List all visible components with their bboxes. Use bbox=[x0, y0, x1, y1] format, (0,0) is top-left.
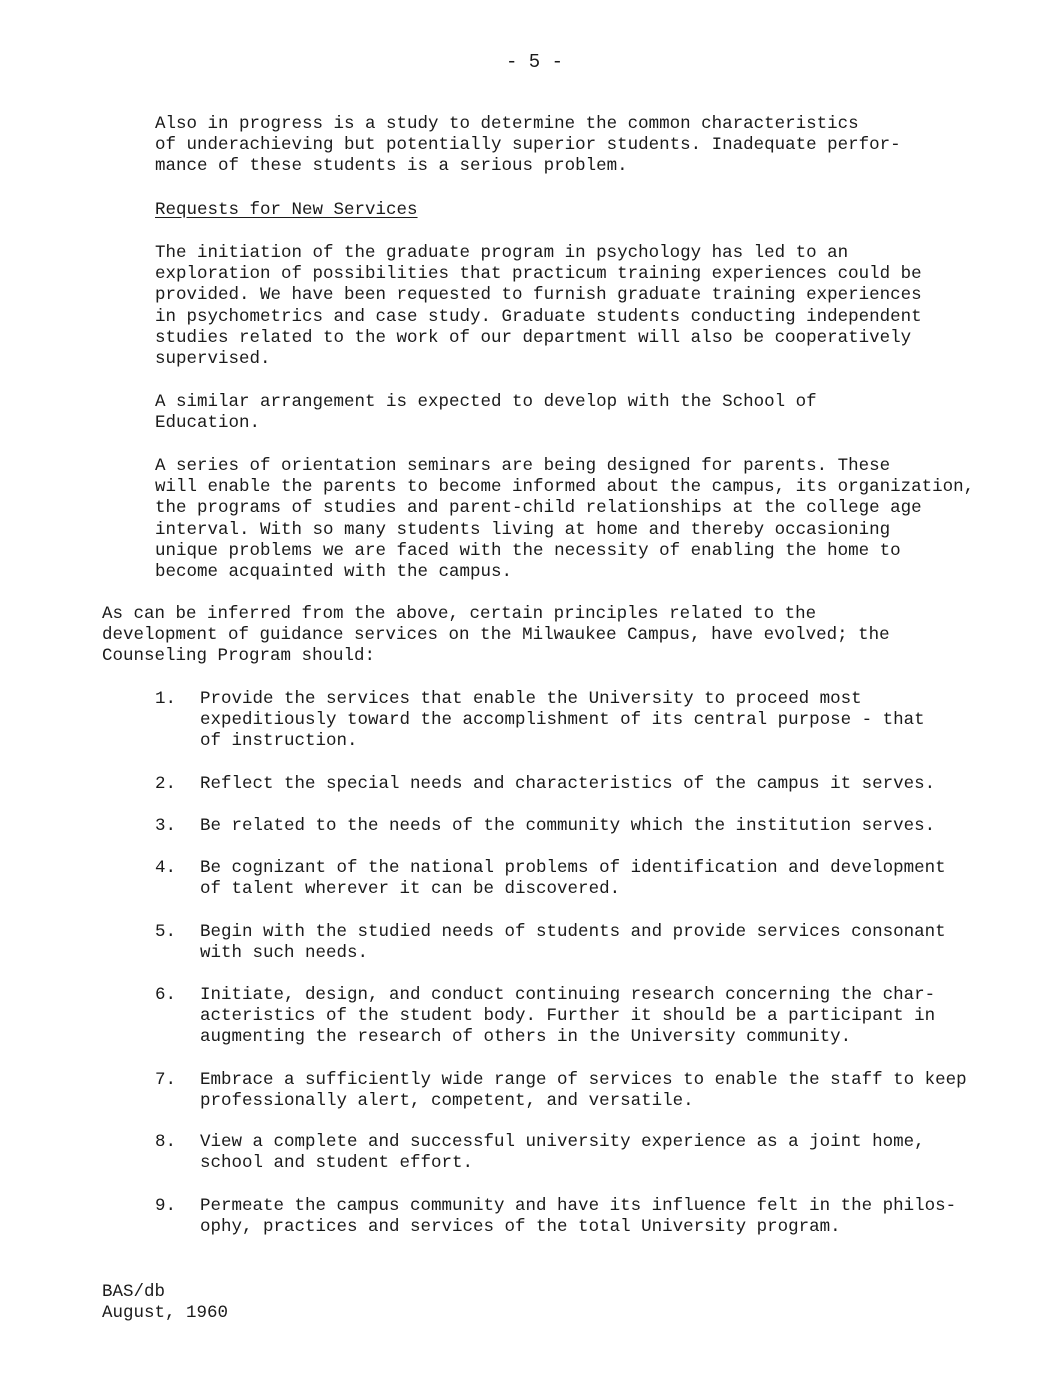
list-item-number: 8. bbox=[155, 1132, 177, 1152]
page-number: - 5 - bbox=[506, 51, 564, 73]
list-item: Begin with the studied needs of students and provide services consonant with such needs. bbox=[200, 922, 946, 964]
list-item: Initiate, design, and conduct continuing research concerning the char- acteristics of the student body. Further it should be a participant in augmenting the research of others in the University community. bbox=[200, 985, 936, 1048]
document-date: August, 1960 bbox=[102, 1303, 229, 1323]
paragraph-school-of-education: A similar arrangement is expected to develop with the School of Education. bbox=[155, 392, 817, 434]
list-item-number: 6. bbox=[155, 985, 177, 1005]
list-item: Be related to the needs of the community which the institution serves. bbox=[200, 816, 936, 836]
list-item-number: 1. bbox=[155, 689, 177, 709]
list-item-number: 5. bbox=[155, 922, 177, 942]
paragraph-principles-intro bbox=[102, 604, 890, 668]
list-item: Provide the services that enable the University to proceed most expeditiously toward the accomplishment of its central purpose - that of instruction. bbox=[200, 689, 925, 752]
list-item-number: 2. bbox=[155, 774, 177, 794]
paragraph-principles-text: As can be inferred from the above, certain principles related to the development of guidance services on the Milwaukee Campus, have evolved; the Counseling Program should: bbox=[102, 604, 890, 667]
paragraph-underachieving-study: Also in progress is a study to determine the common characteristics of underachieving but potentially superior students. Inadequate perfor- mance of these students is a serious problem. bbox=[155, 114, 901, 177]
author-initials: BAS/db bbox=[102, 1282, 166, 1302]
list-item: Be cognizant of the national problems of identification and development of talent wherever it can be discovered. bbox=[200, 858, 946, 900]
list-item-number: 4. bbox=[155, 858, 177, 878]
list-item-number: 9. bbox=[155, 1196, 177, 1216]
paragraph-graduate-program: The initiation of the graduate program in psychology has led to an exploration of possibilities that practicum training experiences could be provided. We have been requested to furnish graduate training experiences in psychometrics and case study. Graduate students conducting independent studies related to the work of our department will also be cooperatively supervised. bbox=[155, 243, 922, 370]
list-item-number: 7. bbox=[155, 1070, 177, 1090]
list-item: View a complete and successful university experience as a joint home, school and student effort. bbox=[200, 1132, 925, 1174]
list-item: Reflect the special needs and characteristics of the campus it serves. bbox=[200, 774, 936, 794]
paragraph-orientation-seminars: A series of orientation seminars are being designed for parents. These will enable the parents to become informed about the campus, its organization, the programs of studies and parent-child relationships at the college age interval. With so many students living at home and thereby occasioning unique problems we are faced with the necessity of enabling the home to become acquainted with the campus. bbox=[155, 456, 975, 583]
list-item: Permeate the campus community and have its influence felt in the philos- ophy, practices and services of the total University program. bbox=[200, 1196, 957, 1238]
section-heading: Requests for New Services bbox=[155, 200, 418, 220]
list-item: Embrace a sufficiently wide range of services to enable the staff to keep professionally alert, competent, and versatile. bbox=[200, 1070, 967, 1112]
list-item-number: 3. bbox=[155, 816, 177, 836]
